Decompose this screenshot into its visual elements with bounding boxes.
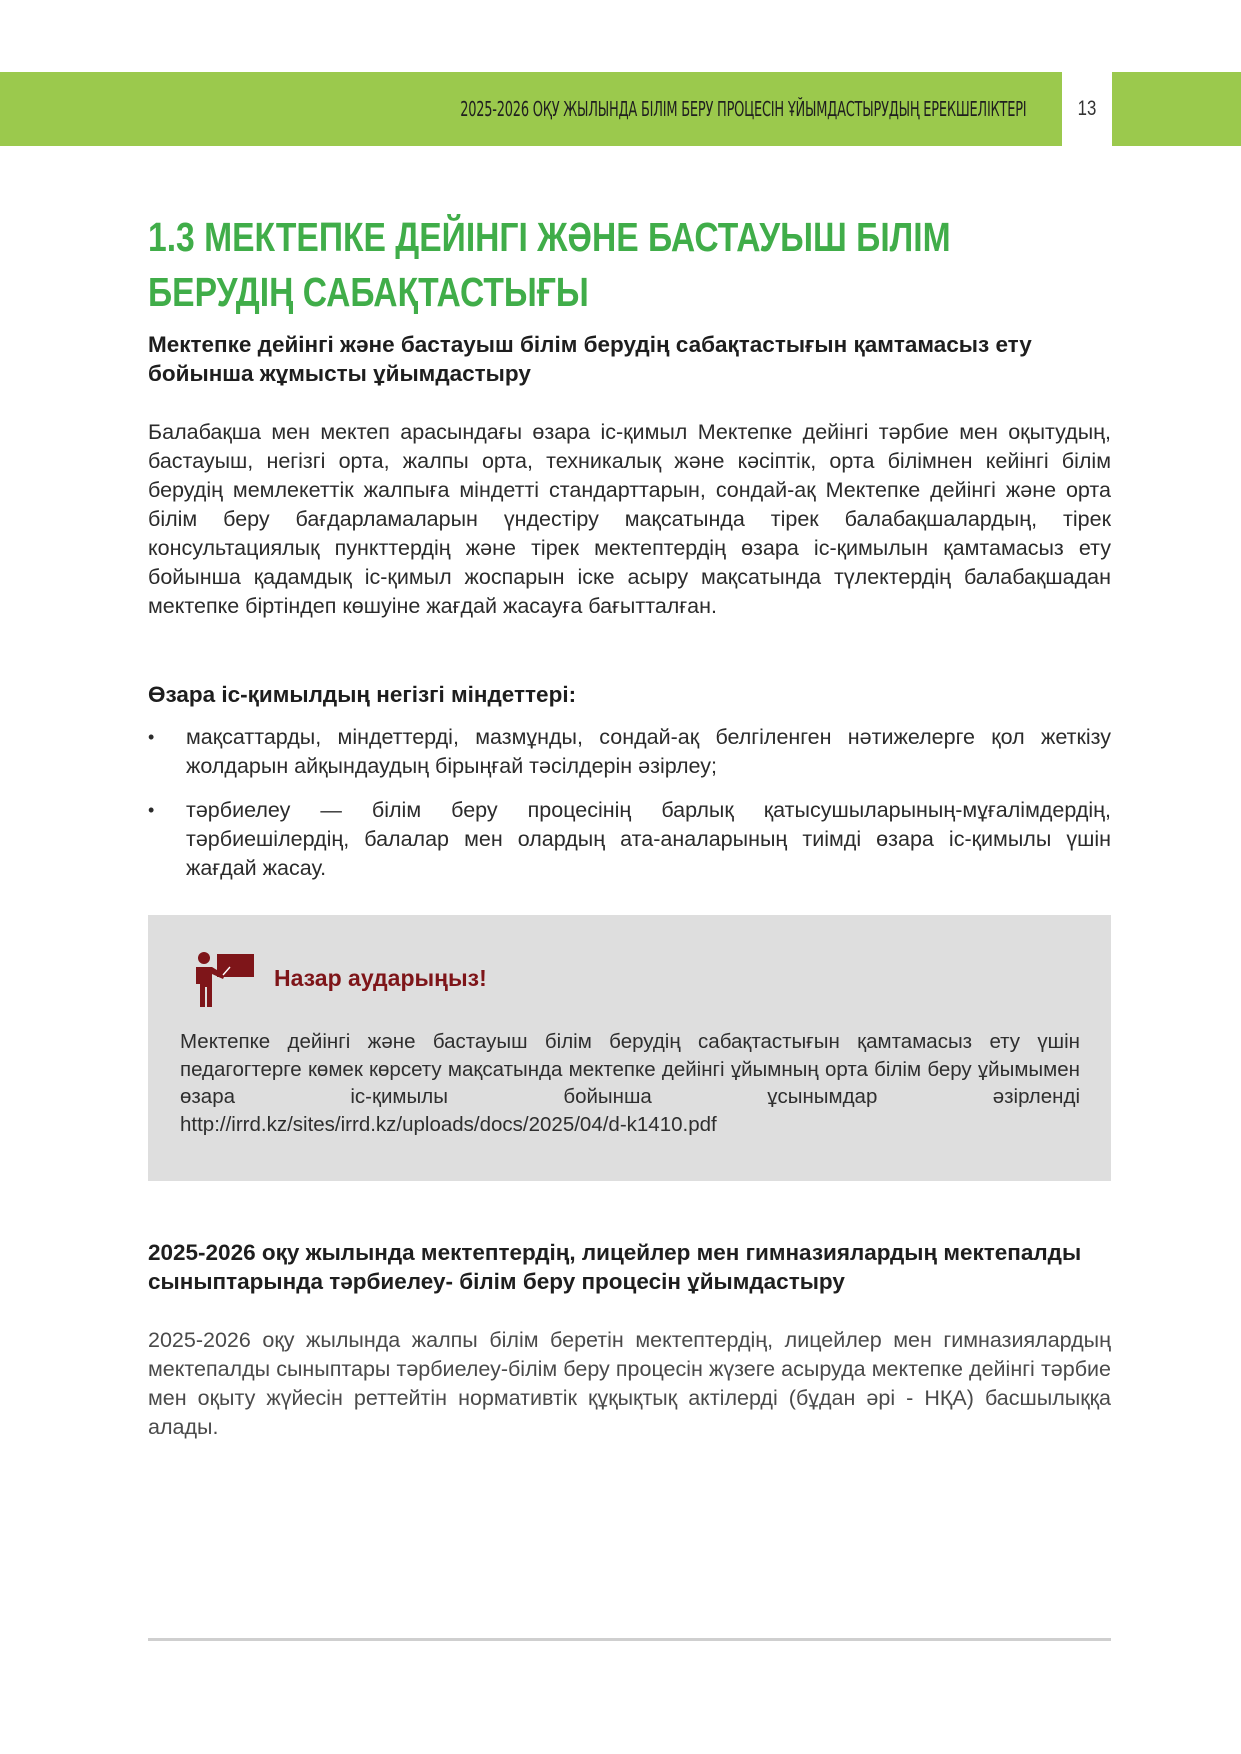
intro-paragraph: Балабақша мен мектеп арасындағы өзара іс-қимыл Мектепке дейінгі тәрбие мен оқытудың, бастауыш, негізгі орта, жалпы орта, техникалық және кәсіптік, орта білімнен кейінгі білім берудің мемлекеттік жалпыға міндетті стандарттарын, сондай-ақ Мектепке дейінгі және орта білім беру бағдарламаларын үндестіру мақсатында тірек балабақшалардың, тірек консультациялық пункттердің және тірек мектептердің өзара іс-қимылын қамтамасыз ету бойынша қадамдық іс-қимыл жоспарын іске асыру мақсатында түлектердің балабақшадан мектепке біртіндеп көшуіне жағдай жасауға бағытталған. [148, 420, 1111, 618]
list-item-text: тәрбиелеу — білім беру процесінің барлық қатысушыларының-мұғалімдердің, тәрбиешілердің, балалар мен олардың ата-аналарының тиімді өзара іс-қимылы үшін жағдай жасау. [186, 798, 1111, 880]
tasks-heading: Өзара іс-қимылдың негізгі міндеттері: [148, 682, 577, 707]
header-accent-block [1112, 72, 1241, 146]
list-item-text: мақсаттарды, міндеттерді, мазмұнды, сондай-ақ белгіленген нәтижелерге қол жеткізу жолдарын айқындаудың бірыңғай тәсілдерін әзірлеу; [186, 725, 1111, 778]
subsection-heading-preschool-classes: 2025-2026 оқу жылында мектептердің, лицейлер мен гимназиялардың мектепалды сыныптарында тәрбиелеу- білім беру процесін ұйымдастыру [148, 1240, 1082, 1294]
attention-callout [148, 915, 1111, 1181]
footer-divider [148, 1638, 1111, 1641]
teacher-board-icon [195, 950, 257, 1008]
bullet-icon: • [148, 800, 155, 820]
tasks-list [148, 723, 1111, 898]
attention-title: Назар аударыңыз! [274, 965, 487, 991]
page-number: 13 [1077, 97, 1097, 120]
running-header-bar [0, 72, 1062, 146]
list-item [148, 796, 1111, 883]
attention-text: Мектепке дейінгі және бастауыш білім берудің сабақтастығын қамтамасыз ету үшін педагогтерге көмек көрсету мақсатында мектепке дейінгі ұйымның орта білім беру ұйымымен өзара іс-қимылы бойынша ұсынымдар әзірленді http://irrd.kz/sites/irrd.kz/uploads/docs/2025/04/d-k1410.pdf [180, 1030, 1080, 1136]
section-title: 1.3 МЕКТЕПКЕ ДЕЙІНГІ ЖӘНЕ БАСТАУЫШ БІЛІМ БЕРУДІҢ САБАҚТАСТЫҒЫ [148, 214, 951, 315]
subsection-heading-continuity: Мектепке дейінгі және бастауыш білім берудің сабақтастығын қамтамасыз ету бойынша жұмысты ұйымдастыру [148, 332, 1032, 386]
preschool-classes-paragraph: 2025-2026 оқу жылында жалпы білім беретін мектептердің, лицейлер мен гимназиялардың мектепалды сыныптары тәрбиелеу-білім беру процесін жүзеге асыруда мектепке дейінгі тәрбие мен оқыту жүйесін реттейтін нормативтік құқықтық актілерді (бұдан әрі - НҚА) басшылыққа алады. [148, 1328, 1111, 1439]
running-header-title: 2025-2026 ОҚУ ЖЫЛЫНДА БІЛІМ БЕРУ ПРОЦЕСІН ҰЙЫМДАСТЫРУДЫҢ ЕРЕКШЕЛІКТЕРІ [459, 97, 1026, 121]
bullet-icon: • [148, 727, 155, 747]
list-item [148, 723, 1111, 781]
